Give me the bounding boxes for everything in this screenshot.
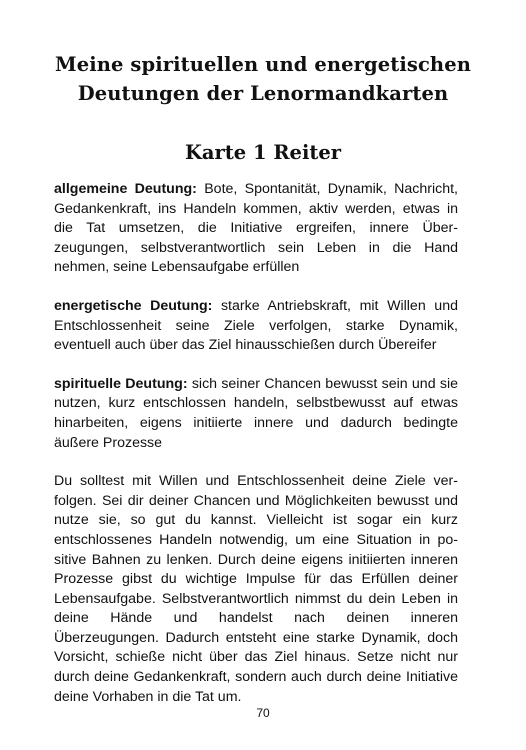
advice-paragraph: Du solltest mit Willen und Entschlossenheit deine Ziele verfolgen. Sei dir deiner Chancen und Möglichkeiten bewusst und nutze sie, so gut du kannst. Vielleicht ist sogar ein kurz entschlossenes Handeln notwendig, um eine Situation in positive Bahnen zu lenken. Durch deine eigens initiierten inneren Prozesse gibst du wichtige Impulse für das Erfüllen deiner Lebensaufgabe. Selbstverantwortlich nimmst du dein Leben in deine Hände und handelst nach deinen inneren Überzeugungen. Dadurch entsteht eine starke Dynamik, doch Vorsicht, schieße nicht über das Ziel hinaus. Setze nicht nur durch deine Gedankenkraft, sondern auch durch deine Initiative deine Vorhaben in die Tat um. [54,473,458,705]
section-label: allgemeine Deutung: [54,181,197,197]
section-text: starke Antriebskraft, mit Willen und Entschlossenheit seine Ziele verfolgen, starke Dynamik, eventuell auch über das Ziel hinausschießen durch Übereifer [54,297,458,354]
section-text: sich seiner Chancen bewusst sein und sie nutzen, kurz entschlossen handeln, selbstbewusst auf etwas hinarbeiten, eigens initiierte innere und dadurch bedingte äußere Prozesse [54,375,458,451]
section-label: energetische Deutung: [54,297,213,314]
section-spiritual-meaning [54,375,458,453]
section-text: Bote, Spontanität, Dynamik, Nachricht, Gedankenkraft, ins Handeln kommen, aktiv werden, etwas in die Tat umsetzen, die Initiative ergreifen, innere Überzeugungen, selbstverantwortlich sein Leben in die Hand nehmen, seine Lebensaufgabe erfüllen [54,181,459,276]
section-label: spirituelle Deutung: [54,375,188,392]
book-title [40,50,486,108]
section-energetic-meaning [54,297,458,356]
section-general-meaning [54,180,458,278]
book-title-line-2: Deutungen der Lenormandkarten [77,82,449,105]
card-title: Karte 1 Reiter [184,141,342,164]
book-title-line-1: Meine spirituellen und energetischen [55,53,471,76]
page-body [54,180,458,726]
page-number: 70 [256,706,270,720]
